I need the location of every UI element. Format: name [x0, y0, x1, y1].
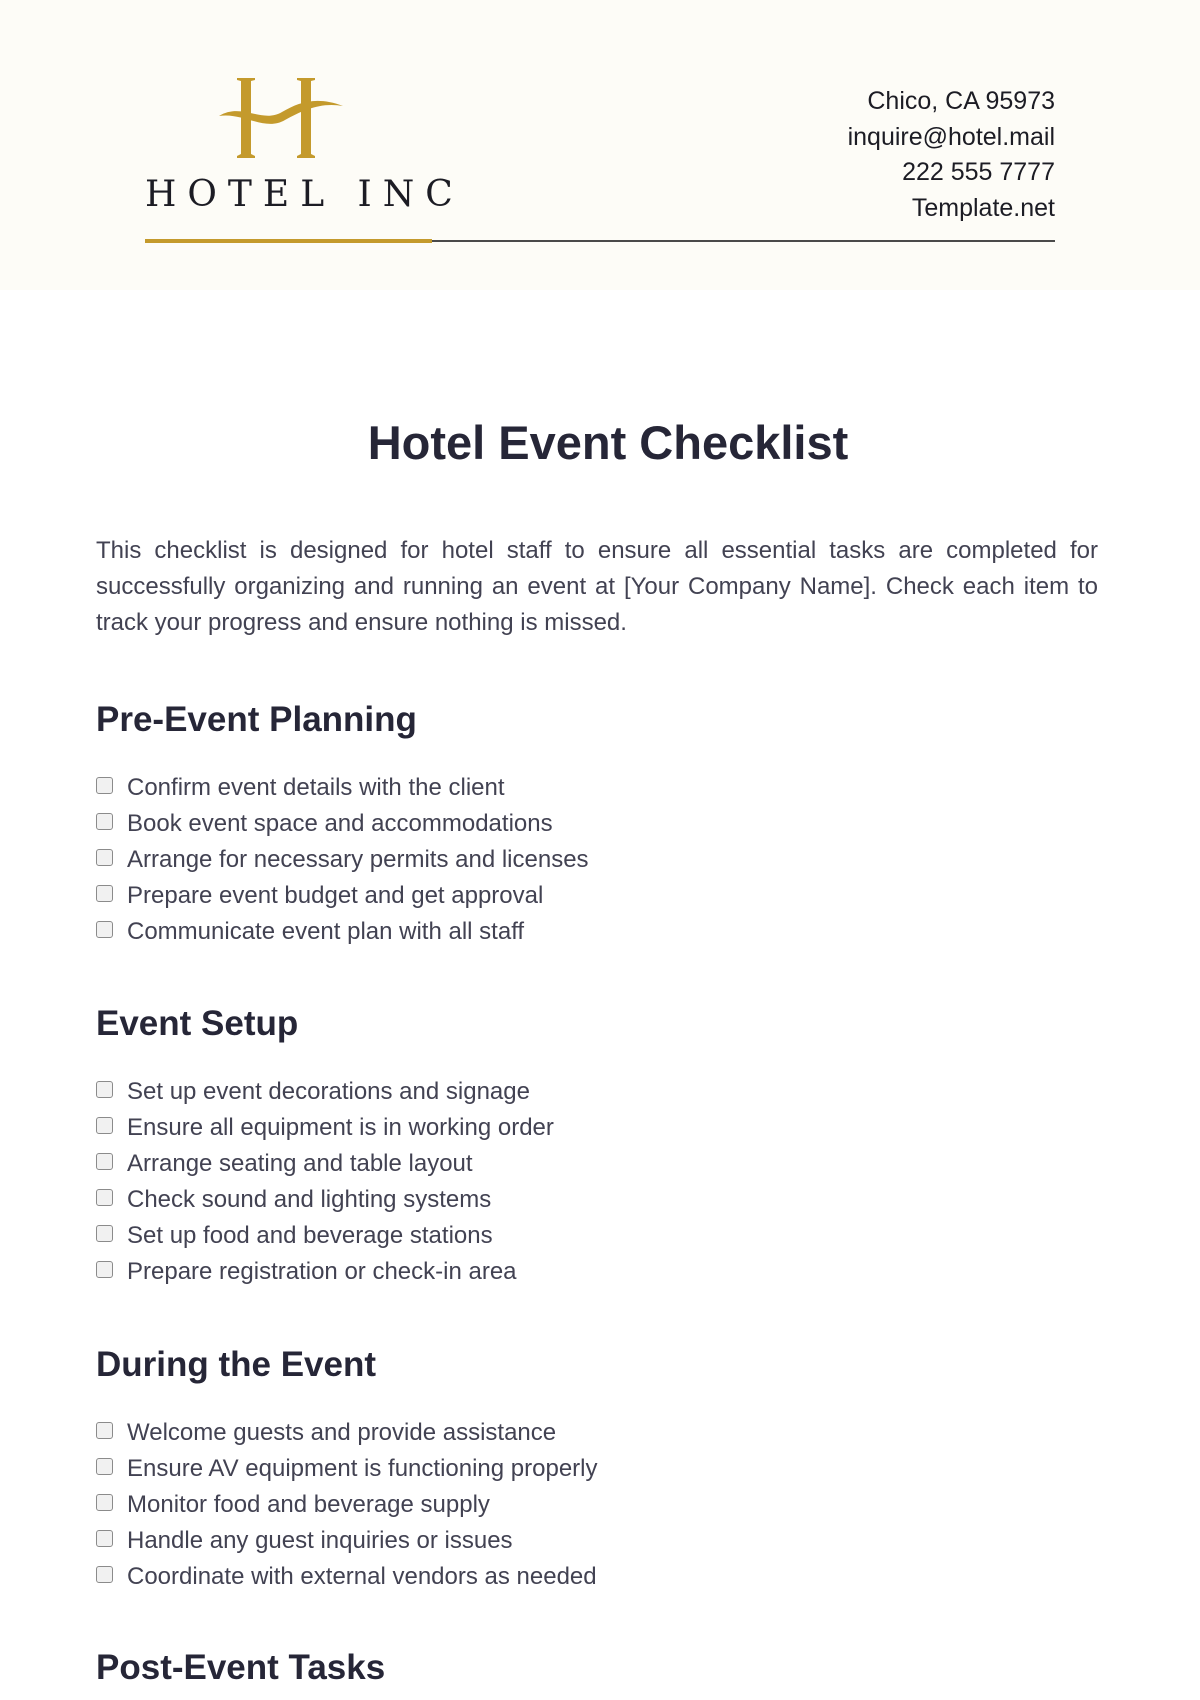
checklist-item-label: Ensure all equipment is in working order: [127, 1114, 554, 1141]
checklist-item[interactable]: [96, 1254, 554, 1290]
checkbox[interactable]: [96, 1494, 113, 1511]
contact-email[interactable]: inquire@hotel.mail: [847, 122, 1055, 151]
logo-wordmark: HOTEL INC: [145, 174, 464, 215]
checklist-item[interactable]: [96, 1182, 554, 1218]
checklist-item[interactable]: [96, 1415, 598, 1451]
section-post-event-tasks: [96, 1648, 996, 1688]
checkbox[interactable]: [96, 1566, 113, 1583]
hotel-h-logo-icon: [217, 72, 347, 164]
checklist-item-label: Handle any guest inquiries or issues: [127, 1527, 513, 1554]
checklist-item-label: Prepare event budget and get approval: [127, 882, 544, 909]
section-pre-event-planning: [96, 700, 996, 945]
checklist-item[interactable]: [96, 1559, 598, 1595]
header-divider-accent: [145, 239, 432, 243]
checklist-item[interactable]: [96, 1074, 554, 1110]
checkbox[interactable]: [96, 1117, 113, 1134]
checklist-item[interactable]: [96, 770, 589, 806]
checkbox[interactable]: [96, 849, 113, 866]
contact-block: [848, 84, 1055, 226]
contact-website[interactable]: Template.net: [911, 193, 1055, 222]
page-title: Hotel Event Checklist: [367, 416, 849, 469]
section-during-the-event: [96, 1345, 996, 1590]
checkbox[interactable]: [96, 1422, 113, 1439]
checklist-item-label: Ensure AV equipment is functioning properly: [127, 1455, 598, 1482]
checklist-item-label: Monitor food and beverage supply: [127, 1491, 490, 1518]
checklist-item-label: Confirm event details with the client: [127, 774, 505, 801]
contact-phone: 222 555 7777: [902, 158, 1055, 186]
checklist-item-label: Prepare registration or check-in area: [127, 1258, 517, 1285]
contact-address: Chico, CA 95973: [867, 87, 1055, 115]
checklist-item-label: Arrange for necessary permits and licenses: [127, 846, 589, 873]
checklist-item-label: Set up food and beverage stations: [127, 1222, 493, 1249]
checklist-item-label: Welcome guests and provide assistance: [127, 1419, 557, 1446]
letterhead: [0, 0, 1200, 290]
section-heading: Pre-Event Planning: [96, 700, 417, 739]
checklist: [96, 1074, 554, 1290]
checkbox[interactable]: [96, 1189, 113, 1206]
checkbox[interactable]: [96, 1261, 113, 1278]
checklist-item-label: Check sound and lighting systems: [127, 1186, 492, 1213]
checkbox[interactable]: [96, 1225, 113, 1242]
checkbox[interactable]: [96, 1153, 113, 1170]
checkbox[interactable]: [96, 1081, 113, 1098]
checklist-item[interactable]: [96, 1218, 554, 1254]
checklist-item[interactable]: [96, 1146, 554, 1182]
checklist-item-label: Communicate event plan with all staff: [127, 918, 525, 945]
company-logo: [145, 68, 464, 218]
checklist-item-label: Book event space and accommodations: [127, 810, 553, 837]
section-heading: Post-Event Tasks: [96, 1648, 386, 1687]
checklist-item[interactable]: [96, 878, 589, 914]
checkbox[interactable]: [96, 1458, 113, 1475]
intro-paragraph: This checklist is designed for hotel staff to ensure all essential tasks are completed for successfully organizing and running an event at [Your Company Name]. Check each item to track your progress and ensure nothing is missed.: [96, 537, 1098, 636]
checklist-item[interactable]: [96, 1487, 598, 1523]
checkbox[interactable]: [96, 1530, 113, 1547]
checklist-item[interactable]: [96, 1110, 554, 1146]
checkbox[interactable]: [96, 813, 113, 830]
checklist-item-label: Coordinate with external vendors as needed: [127, 1563, 597, 1590]
checkbox[interactable]: [96, 921, 113, 938]
checkbox[interactable]: [96, 885, 113, 902]
checklist: [96, 1415, 598, 1595]
checklist-item[interactable]: [96, 1523, 598, 1559]
checklist-item-label: Set up event decorations and signage: [127, 1078, 530, 1105]
checklist-item[interactable]: [96, 806, 589, 842]
section-event-setup: [96, 1004, 996, 1285]
section-heading: During the Event: [96, 1345, 377, 1384]
section-heading: Event Setup: [96, 1004, 299, 1043]
checklist-item[interactable]: [96, 1451, 598, 1487]
checklist-item[interactable]: [96, 914, 589, 950]
checklist: [96, 770, 589, 950]
checklist-item[interactable]: [96, 842, 589, 878]
checklist-item-label: Arrange seating and table layout: [127, 1150, 473, 1177]
checkbox[interactable]: [96, 777, 113, 794]
